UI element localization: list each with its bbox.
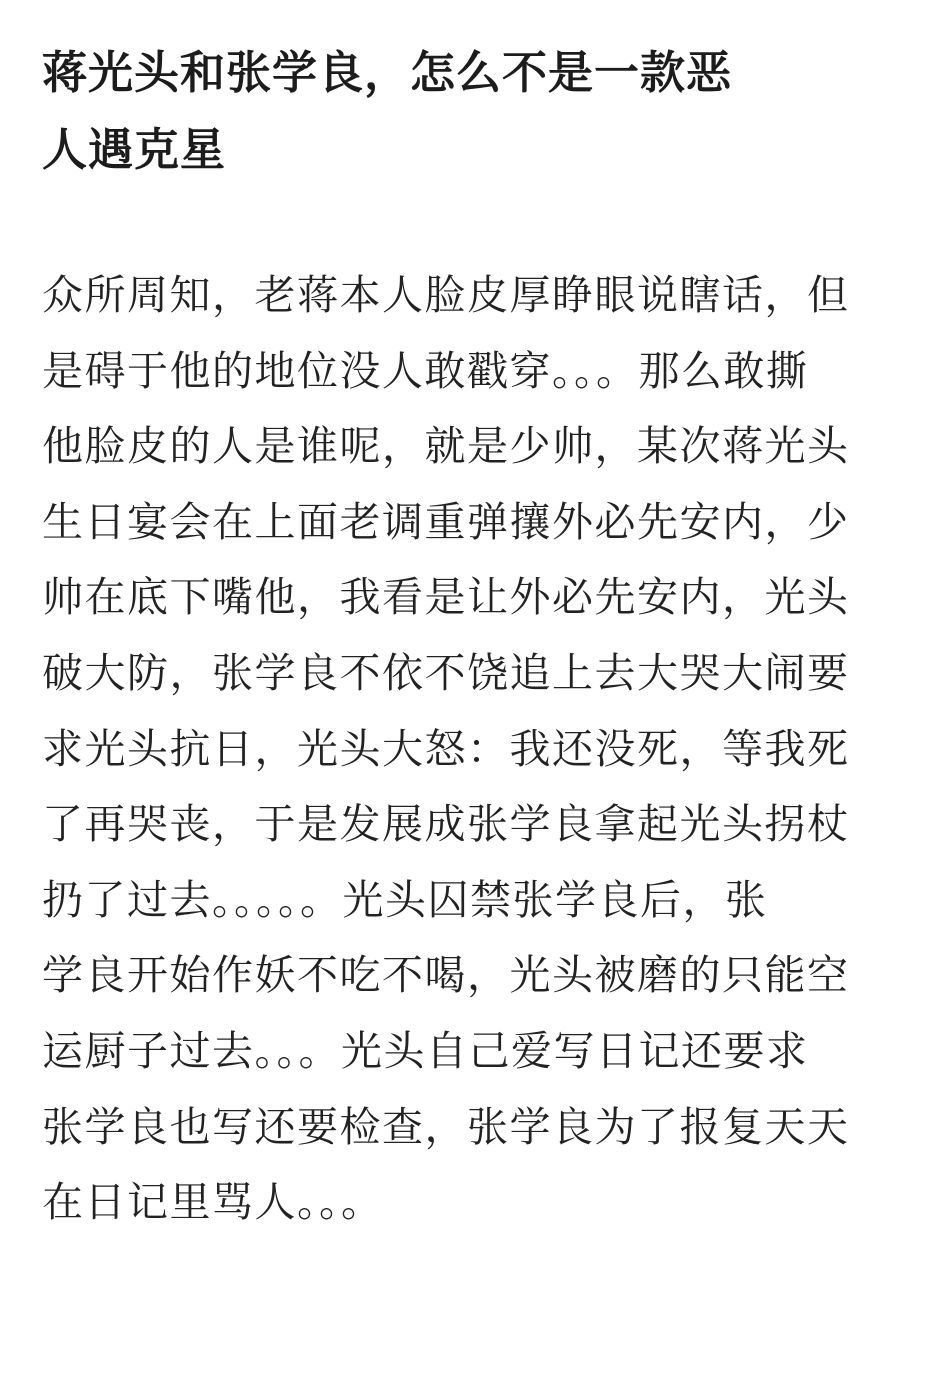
- body-line: 破大防，张学良不依不饶追上去大哭大闹要: [42, 648, 850, 697]
- article: [42, 0, 902, 1241]
- article-body: [42, 258, 902, 1241]
- body-line: 张学良也写还要检查，张学良为了报复天天: [42, 1102, 850, 1151]
- body-line: 扔了过去。。。。。光头囚禁张学良后，张: [42, 875, 768, 924]
- body-line: 帅在底下嘴他，我看是让外必先安内，光头: [42, 573, 850, 622]
- article-title: [42, 0, 902, 188]
- body-line: 在日记里骂人。。。: [42, 1178, 384, 1227]
- body-line: 众所周知，老蒋本人脸皮厚睁眼说瞎话，但: [42, 271, 850, 319]
- body-line: 了再哭丧，于是发展成张学良拿起光头拐杖: [42, 800, 850, 849]
- title-line: 蒋光头和张学良，怎么不是一款恶: [42, 46, 733, 99]
- body-line: 是碍于他的地位没人敢戳穿。。。那么敢撕: [42, 346, 809, 395]
- body-line: 求光头抗日，光头大怒：我还没死，等我死: [42, 724, 850, 773]
- body-line: 他脸皮的人是谁呢，就是少帅，某次蒋光头: [42, 422, 850, 471]
- body-line: 运厨子过去。。。光头自己爱写日记还要求: [42, 1026, 809, 1075]
- body-line: 生日宴会在上面老调重弹攘外必先安内，少: [42, 497, 850, 546]
- title-line: 人遇克星: [42, 123, 227, 176]
- body-line: 学良开始作妖不吃不喝，光头被磨的只能空: [42, 951, 850, 1000]
